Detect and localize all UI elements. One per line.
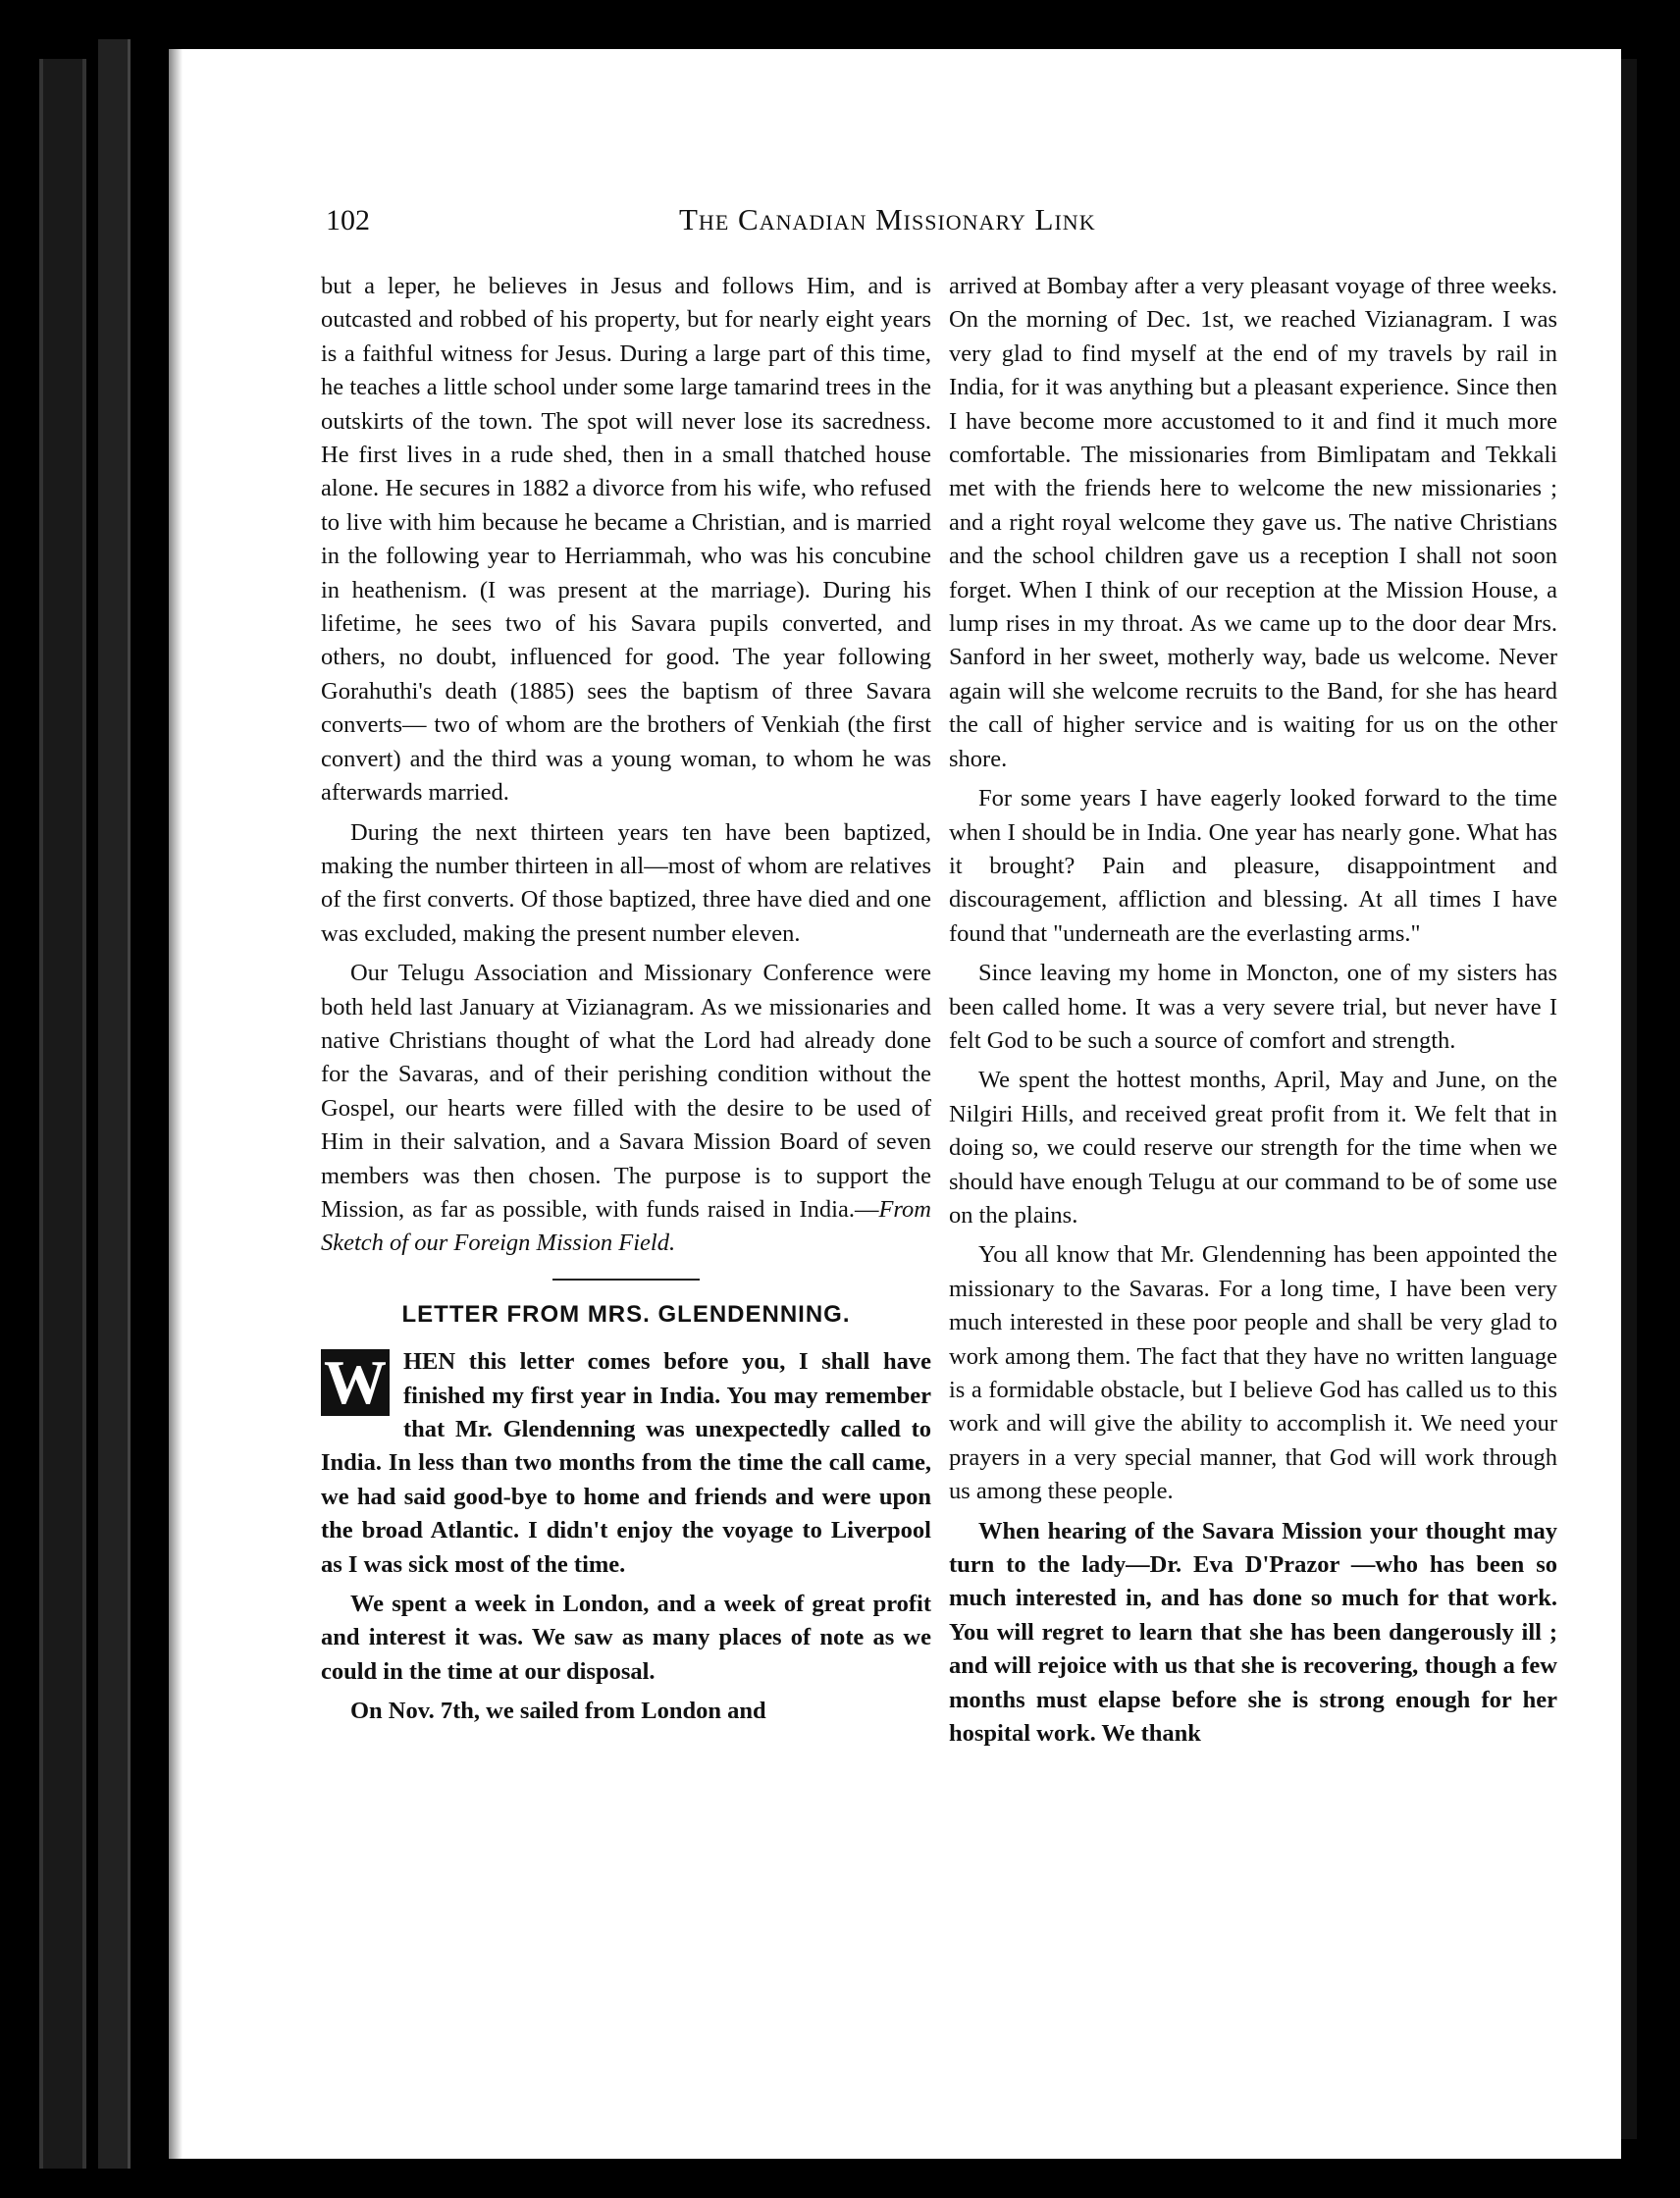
document-page	[169, 49, 1621, 2159]
page-number: 102	[326, 204, 370, 236]
right-paragraph-5: You all know that Mr. Glendenning has been appointed the missionary to the Savaras. For a long time, I have been very much interested in these poor people and shall be very glad to work among them. The fact that they have no written language is a formidable obstacle, but I believe God has called us to this work and will give the ability to accomplish it. We need your prayers in a very special manner, that God will work through us among these people.	[949, 1241, 1557, 1505]
right-paragraph-3: Since leaving my home in Moncton, one of my sisters has been called home. It was a very severe trial, but never have I felt God to be such a source of comfort and strength.	[949, 960, 1557, 1054]
right-paragraph-4: We spent the hottest months, April, May and June, on the Nilgiri Hills, and received great profit from it. We felt that in doing so, we could reserve our strength for the time when we should have enough Telugu at our command to be of some use on the plains.	[949, 1067, 1557, 1229]
letter-paragraph-1	[321, 1345, 931, 1582]
right-paragraph-6: When hearing of the Savara Mission your thought may turn to the lady—Dr. Eva D'Prazor —who has been so much interested in, and has done so much for that work. You will regret to learn that she has been dangerously ill ; and will rejoice with us that she is recovering, though a few months must elapse before she is strong enough for her hospital work. We thank	[949, 1517, 1557, 1748]
left-paragraph-3	[321, 957, 931, 1261]
book-binding-edge	[98, 39, 131, 2169]
letter-paragraph-2: We spent a week in London, and a week of great profit and interest it was. We saw as many places of note as we could in the time at our disposal.	[321, 1591, 931, 1685]
page-header	[169, 155, 1621, 236]
letter-paragraph-1-text: HEN this letter comes before you, I shall have finished my first year in India. You may remember that Mr. Glendenning was unexpectedly called to India. In less than two months from the time the call came, we had said good-bye to home and friends and were upon the broad Atlantic. I didn't enjoy the voyage to Liverpool as I was sick most of the time.	[321, 1348, 931, 1578]
right-paragraph-2: For some years I have eagerly looked forward to the time when I should be in India. One year has nearly gone. What has it brought? Pain and pleasure, disappointment and discouragement, affliction and blessing. At all times I have found that "underneath are the everlasting arms."	[949, 785, 1557, 947]
right-paragraph-1: arrived at Bombay after a very pleasant voyage of three weeks. On the morning of Dec. 1st, we reached Vizianagram. I was very glad to find myself at the end of my travels by rail in India, for it was anything but a pleasant experience. Since then I have become more accustomed to it and find it much more comfortable. The missionaries from Bimlipatam and Tekkali met with the friends here to welcome the new missionaries ; and a right royal welcome they gave us. The native Christians and the school children gave us a reception I shall not soon forget. When I think of our reception at the Mission House, a lump rises in my throat. As we came up to the door dear Mrs. Sanford in her sweet, motherly way, bade us welcome. Never again will she welcome recruits to the Band, for she has heard the call of higher service and is waiting for us on the other shore.	[949, 273, 1557, 772]
left-paragraph-1: but a leper, he believes in Jesus and follows Him, and is outcasted and robbed of his property, but for nearly eight years is a faithful witness for Jesus. During a large part of this time, he teaches a little school under some large tamarind trees in the outskirts of the town. The spot will never lose its sacredness. He first lives in a rude shed, then in a small thatched house alone. He secures in 1882 a divorce from his wife, who refused to live with him because he became a Christian, and is married in the following year to Herriammah, who was his concubine in heathenism. (I was present at the marriage). During his lifetime, he sees two of his Savara pupils converted, and others, no doubt, influenced for good. The year following Gorahuthi's death (1885) sees the baptism of three Savara converts— two of whom are the brothers of Venkiah (the first convert) and the third was a young woman, to whom he was afterwards married.	[321, 273, 931, 807]
left-column	[321, 270, 931, 1735]
book-spine-shadow	[39, 59, 86, 2169]
section-divider	[552, 1279, 700, 1281]
left-paragraph-3-text: Our Telugu Association and Missionary Conference were both held last January at Vizianagram. As we missionaries and native Christians thought of what the Lord had already done for the Savaras, and of their perishing condition without the Gospel, our hearts were filled with the desire to be used of Him in their salvation, and a Savara Mission Board of seven members was then chosen. The purpose is to support the Mission, as far as possible, with funds raised in India.—	[321, 960, 931, 1223]
letter-paragraph-3: On Nov. 7th, we sailed from London and	[350, 1698, 766, 1725]
source-citation: From Sketch of our Foreign Mission Field.	[321, 1195, 931, 1257]
letter-heading: LETTER FROM MRS. GLENDENNING.	[401, 1300, 851, 1328]
drop-cap-letter: W	[321, 1349, 390, 1416]
left-paragraph-2: During the next thirteen years ten have been baptized, making the number thirteen in all—most of whom are relatives of the first converts. Of those baptized, three have died and one was excluded, making the present number eleven.	[321, 818, 931, 947]
running-title: The Canadian Missionary Link	[679, 202, 1096, 236]
right-column	[949, 270, 1557, 1756]
